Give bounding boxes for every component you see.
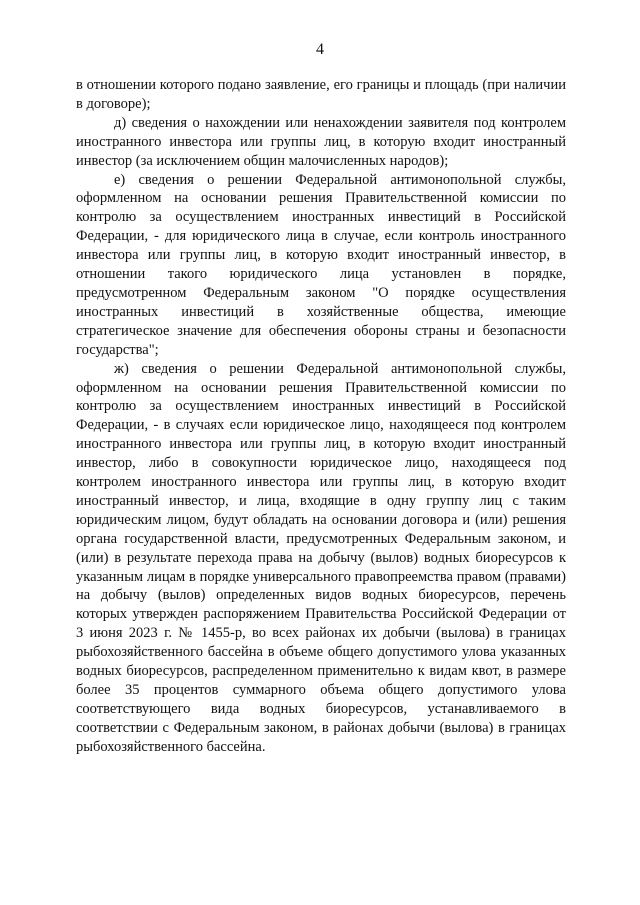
paragraph-item-d: д) сведения о нахождении или ненахождении заявителя под контролем иностранного инвестора или группы лиц, в которую входит иностранный инвестор (за исключением общин малочисленных народов); <box>76 114 566 169</box>
paragraph-item-e: е) сведения о решении Федеральной антимонопольной службы, оформленном на основании решения Правительственной комиссии по контролю за осуществлением иностранных инвестиций в Российской Федерации, - для юридического лица в случае, если контроль иностранного инвестора или группы лиц, в которую входит иностранный инвестор, в отношении такого юридического лица установлен в порядке, предусмотренном Федеральным законом "О порядке осуществления иностранных инвестиций в хозяйственные общества, имеющие стратегическое значение для обеспечения обороны страны и безопасности государства"; <box>76 171 566 358</box>
paragraph-continuation: в отношении которого подано заявление, его границы и площадь (при наличии в договоре); <box>76 77 566 112</box>
paragraph-item-zh: ж) сведения о решении Федеральной антимонопольной службы, оформленном на основании решения Правительственной комиссии по контролю за осуществлением иностранных инвестиций в Российской Федерации, - в случаях если юридическое лицо, находящееся под контролем иностранного инвестора или группы лиц, в которую входит иностранный инвестор, либо в совокупности юридическое лицо, находящееся под контролем иностранного инвестора или группы лиц, в которую входит иностранный инвестор, и лица, входящие в одну группу лиц с таким юридическим лицом, будут обладать на основании договора и (или) решения органа государственной власти, предусмотренных Федеральным законом, и (или) в результате перехода права на добычу (вылов) водных биоресурсов к указанным лицам в порядке универсального правопреемства правом (правами) на добычу (вылов) определенных видов водных биоресурсов, перечень которых утвержден распоряжением Правительства Российской Федерации от 3 июня 2023 г. № 1455-р, во всех районах их добычи (вылова) в границах рыбохозяйственного бассейна в объеме общего допустимого улова указанных водных биоресурсов, распределенном применительно к видам квот, в размере более 35 процентов суммарного объема общего допустимого улова соответствующего вида водных биоресурсов, устанавливаемого в соответствии с Федеральным законом, в районах добычи (вылова) в границах рыбохозяйственного бассейна. <box>76 360 566 755</box>
document-body <box>76 76 566 757</box>
page-number: 4 <box>316 41 324 58</box>
